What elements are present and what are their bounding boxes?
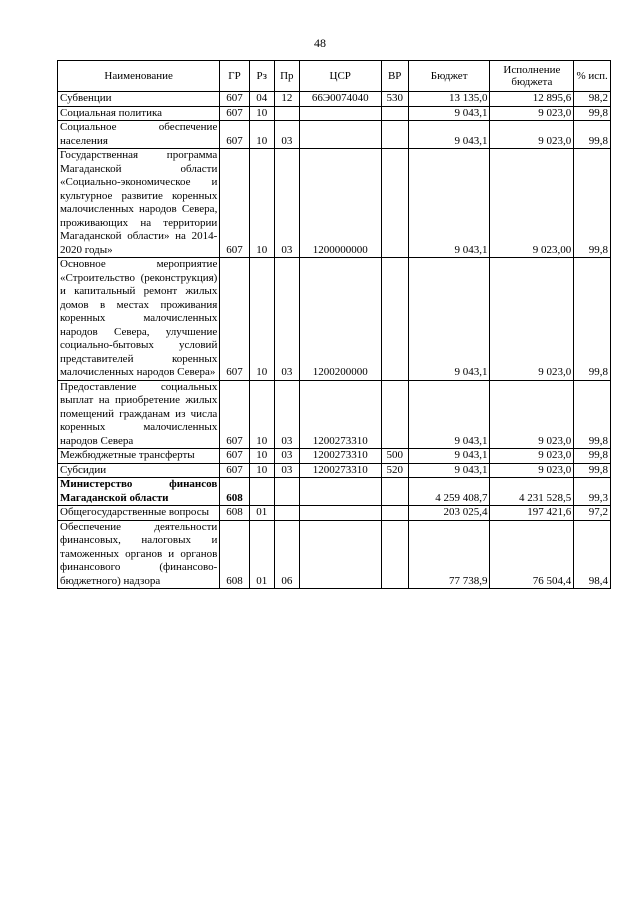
cell-vr	[381, 506, 408, 521]
cell-name: Государственная программа Магаданской области «Социально-экономическое и культурное развитие коренных малочисленных народов Севера, проживающих на территории Магаданской области» на 2014-2020 годы»	[58, 149, 220, 258]
cell-vr	[381, 149, 408, 258]
cell-vr: 500	[381, 449, 408, 464]
cell-percent: 99,8	[574, 449, 611, 464]
table-row	[58, 506, 611, 521]
cell-percent: 99,8	[574, 121, 611, 149]
cell-execution: 9 023,0	[490, 463, 574, 478]
cell-execution: 12 895,6	[490, 92, 574, 107]
cell-rz: 01	[249, 506, 274, 521]
cell-rz	[249, 478, 274, 506]
cell-execution: 9 023,0	[490, 380, 574, 449]
header-budget: Бюджет	[408, 61, 490, 92]
table-row	[58, 106, 611, 121]
cell-csr	[299, 121, 381, 149]
cell-gr: 607	[220, 380, 249, 449]
cell-pr: 03	[274, 463, 299, 478]
cell-budget: 9 043,1	[408, 106, 490, 121]
cell-pr	[274, 506, 299, 521]
cell-pr: 03	[274, 258, 299, 381]
cell-csr	[299, 520, 381, 589]
header-gr: ГР	[220, 61, 249, 92]
cell-gr: 608	[220, 506, 249, 521]
cell-csr: 1200000000	[299, 149, 381, 258]
cell-budget: 9 043,1	[408, 380, 490, 449]
cell-gr: 607	[220, 258, 249, 381]
cell-vr: 520	[381, 463, 408, 478]
cell-gr: 608	[220, 520, 249, 589]
header-csr: ЦСР	[299, 61, 381, 92]
cell-gr: 607	[220, 106, 249, 121]
cell-vr	[381, 121, 408, 149]
cell-execution: 9 023,0	[490, 449, 574, 464]
cell-gr: 607	[220, 449, 249, 464]
cell-percent: 99,8	[574, 463, 611, 478]
cell-execution: 9 023,0	[490, 106, 574, 121]
cell-vr: 530	[381, 92, 408, 107]
cell-csr	[299, 478, 381, 506]
cell-csr: 1200273310	[299, 449, 381, 464]
cell-pr: 03	[274, 380, 299, 449]
cell-percent: 99,8	[574, 149, 611, 258]
cell-csr: 1200273310	[299, 463, 381, 478]
budget-table	[57, 60, 611, 589]
cell-name: Межбюджетные трансферты	[58, 449, 220, 464]
cell-rz: 10	[249, 106, 274, 121]
cell-pr: 06	[274, 520, 299, 589]
cell-budget: 9 043,1	[408, 149, 490, 258]
table-row	[58, 449, 611, 464]
cell-budget: 13 135,0	[408, 92, 490, 107]
cell-rz: 04	[249, 92, 274, 107]
header-pr: Пр	[274, 61, 299, 92]
cell-percent: 98,2	[574, 92, 611, 107]
cell-budget: 9 043,1	[408, 449, 490, 464]
header-vr: ВР	[381, 61, 408, 92]
cell-csr: 1200200000	[299, 258, 381, 381]
header-percent: % исп.	[574, 61, 611, 92]
cell-pr: 12	[274, 92, 299, 107]
cell-execution: 9 023,0	[490, 258, 574, 381]
cell-execution: 197 421,6	[490, 506, 574, 521]
cell-rz: 10	[249, 380, 274, 449]
cell-budget: 9 043,1	[408, 463, 490, 478]
table-row	[58, 121, 611, 149]
cell-budget: 4 259 408,7	[408, 478, 490, 506]
cell-execution: 76 504,4	[490, 520, 574, 589]
header-rz: Рз	[249, 61, 274, 92]
cell-vr	[381, 478, 408, 506]
cell-rz: 01	[249, 520, 274, 589]
cell-name: Социальное обеспечение населения	[58, 121, 220, 149]
cell-rz: 10	[249, 258, 274, 381]
cell-vr	[381, 106, 408, 121]
cell-percent: 98,4	[574, 520, 611, 589]
cell-name: Предоставление социальных выплат на приобретение жилых помещений гражданам из числа коренных малочисленных народов Севера	[58, 380, 220, 449]
cell-name: Социальная политика	[58, 106, 220, 121]
cell-gr: 607	[220, 92, 249, 107]
cell-rz: 10	[249, 149, 274, 258]
table-header-row	[58, 61, 611, 92]
cell-pr: 03	[274, 149, 299, 258]
table-row	[58, 478, 611, 506]
cell-csr: 66Э0074040	[299, 92, 381, 107]
header-name: Наименование	[58, 61, 220, 92]
cell-vr	[381, 258, 408, 381]
cell-execution: 4 231 528,5	[490, 478, 574, 506]
cell-csr	[299, 506, 381, 521]
table-row	[58, 520, 611, 589]
cell-execution: 9 023,00	[490, 149, 574, 258]
cell-name: Обеспечение деятельности финансовых, налоговых и таможенных органов и органов финансового (финансово-бюджетного) надзора	[58, 520, 220, 589]
cell-vr	[381, 380, 408, 449]
cell-pr: 03	[274, 121, 299, 149]
cell-percent: 99,8	[574, 106, 611, 121]
cell-name: Основное мероприятие «Строительство (реконструкция) и капитальный ремонт жилых домов в местах проживания коренных малочисленных народов Севера, улучшение социально-бытовых условий представителей коренных малочисленных народов Севера»	[58, 258, 220, 381]
page-number: 48	[314, 36, 326, 50]
cell-pr	[274, 106, 299, 121]
cell-budget: 77 738,9	[408, 520, 490, 589]
cell-name: Министерство финансов Магаданской области	[58, 478, 220, 506]
cell-name: Общегосударственные вопросы	[58, 506, 220, 521]
cell-gr: 607	[220, 463, 249, 478]
table-row	[58, 463, 611, 478]
cell-csr: 1200273310	[299, 380, 381, 449]
cell-rz: 10	[249, 121, 274, 149]
cell-percent: 99,8	[574, 258, 611, 381]
cell-gr: 607	[220, 121, 249, 149]
cell-csr	[299, 106, 381, 121]
cell-execution: 9 023,0	[490, 121, 574, 149]
header-execution: Исполнение бюджета	[490, 61, 574, 92]
cell-budget: 203 025,4	[408, 506, 490, 521]
table-row	[58, 380, 611, 449]
cell-pr	[274, 478, 299, 506]
cell-percent: 97,2	[574, 506, 611, 521]
table-row	[58, 92, 611, 107]
cell-name: Субвенции	[58, 92, 220, 107]
cell-vr	[381, 520, 408, 589]
cell-rz: 10	[249, 449, 274, 464]
cell-percent: 99,3	[574, 478, 611, 506]
cell-gr: 608	[220, 478, 249, 506]
cell-rz: 10	[249, 463, 274, 478]
table-row	[58, 149, 611, 258]
cell-percent: 99,8	[574, 380, 611, 449]
cell-name: Субсидии	[58, 463, 220, 478]
cell-gr: 607	[220, 149, 249, 258]
cell-budget: 9 043,1	[408, 121, 490, 149]
cell-budget: 9 043,1	[408, 258, 490, 381]
table-row	[58, 258, 611, 381]
cell-pr: 03	[274, 449, 299, 464]
